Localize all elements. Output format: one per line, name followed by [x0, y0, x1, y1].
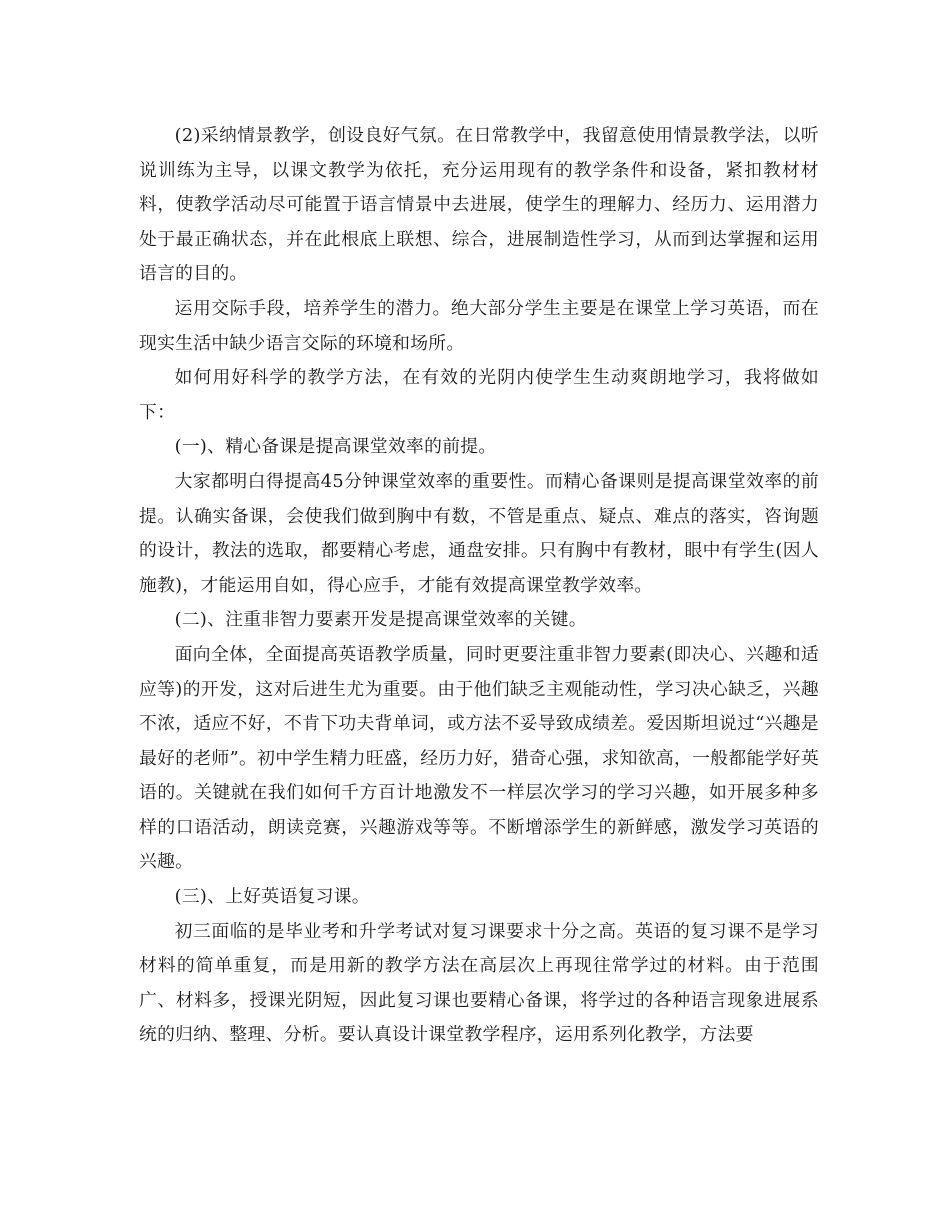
document-body — [139, 119, 819, 1053]
paragraph-review-lessons: 初三面临的是毕业考和升学考试对复习课要求十分之高。英语的复习课不是学习材料的简单重复，而是用新的教学方法在高层次上再现往常学过的材料。由于范围广、材料多，授课光阴短，因此复习课也要精心备课，将学过的各种语言现象进展系统的归纳、整理、分析。要认真设计课堂教学程序，运用系列化教学，方法要 — [139, 920, 819, 1046]
heading-review-lessons: (三)、上好英语复习课。 — [174, 886, 370, 908]
heading-non-intellectual-factors: (二)、注重非智力要素开发是提高课堂效率的关键。 — [174, 609, 587, 631]
paragraph-communication-means: 运用交际手段，培养学生的潜力。绝大部分学生主要是在课堂上学习英语，而在现实生活中缺少语言交际的环境和场所。 — [139, 297, 819, 354]
paragraph-non-intellectual-factors: 面向全体，全面提高英语教学质量，同时更要注重非智力要素(即决心、兴趣和适应等)的开发，这对后进生尤为重要。由于他们缺乏主观能动性，学习决心缺乏，兴趣不浓，适应不好，不肯下功夫背单词，或方法不妥导致成绩差。爱因斯坦说过“兴趣是最好的老师”。初中学生精力旺盛，经历力好，猎奇心强，求知欲高，一般都能学好英语的。关键就在我们如何千方百计地激发不一样层次学习的学习兴趣，如开展多种多样的口语活动，朗读竞赛，兴趣游戏等等。不断增添学生的新鲜感，激发学习英语的兴趣。 — [139, 643, 819, 873]
heading-lesson-preparation: (一)、精心备课是提高课堂效率的前提。 — [174, 436, 497, 458]
paragraph-situational-teaching: (2)采纳情景教学，创设良好气氛。在日常教学中，我留意使用情景教学法，以听说训练为主导，以课文教学为依托，充分运用现有的教学条件和设备，紧扣教材材料，使教学活动尽可能置于语言情景中去进展，使学生的理解力、经历力、运用潜力处于最正确状态，并在此根底上联想、综合，进展制造性学习，从而到达掌握和运用语言的目的。 — [139, 125, 819, 285]
paragraph-teaching-methods: 如何用好科学的教学方法，在有效的光阴内使学生生动爽朗地学习，我将做如下： — [139, 367, 819, 423]
paragraph-lesson-preparation: 大家都明白得提高45分钟课堂效率的重要性。而精心备课则是提高课堂效率的前提。认确实备课，会使我们做到胸中有数，不管是重点、疑点、难点的落实，咨询题的设计，教法的选取，都要精心考虑，通盘安排。只有胸中有教材，眼中有学生(因人施教)，才能运用自如，得心应手，才能有效提高课堂教学效率。 — [139, 470, 819, 596]
